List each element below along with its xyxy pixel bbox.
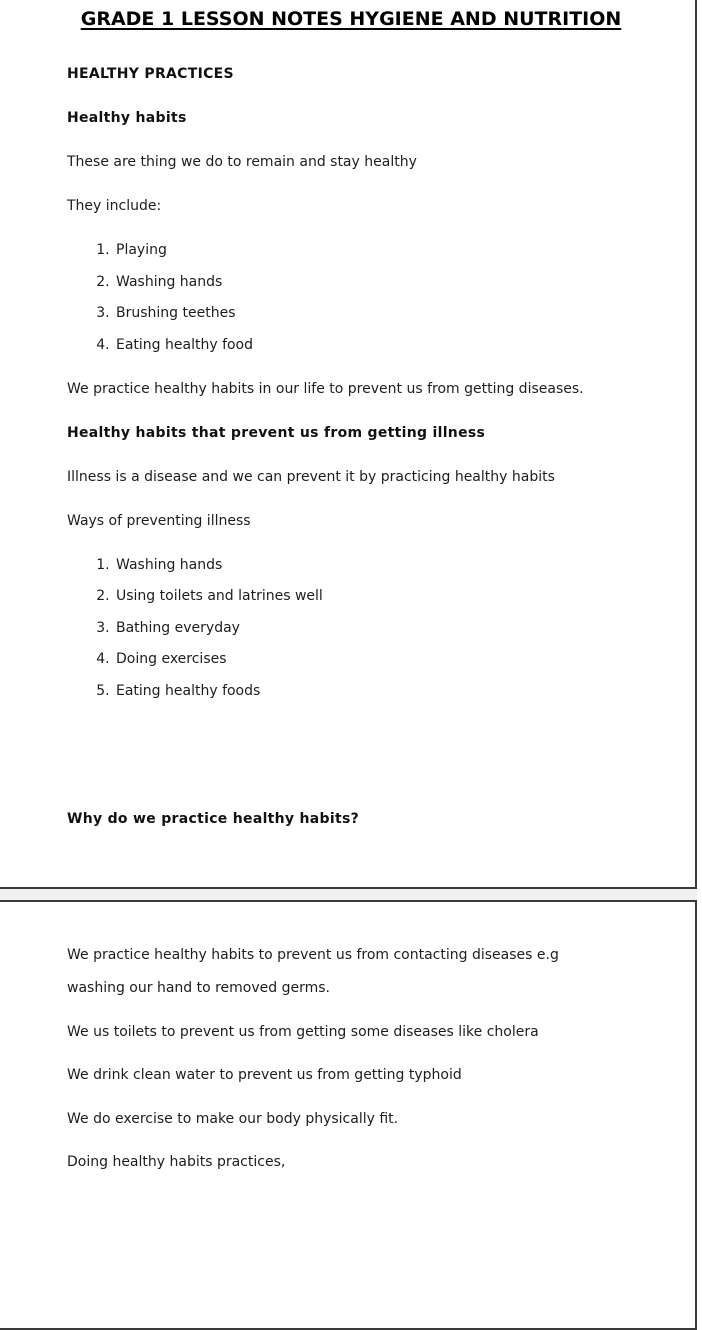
- paragraph-illness: Illness is a disease and we can prevent it by practicing healthy habits: [67, 468, 555, 485]
- list-item: 4. Doing exercises: [114, 649, 635, 669]
- document-page-2: [0, 900, 697, 1330]
- page-gap: [0, 889, 697, 900]
- paragraph-line: We practice healthy habits to prevent us from contacting diseases e.g: [67, 947, 559, 963]
- paragraph-clean-water: We drink clean water to prevent us from getting typhoid: [67, 1067, 462, 1083]
- paragraph-exercise: We do exercise to make our body physically fit.: [67, 1110, 399, 1127]
- document-title-text: GRADE 1 LESSON NOTES HYGIENE AND NUTRITION: [80, 8, 622, 30]
- healthy-habits-list: [67, 240, 635, 355]
- paragraph-toilets: We us toilets to prevent us from getting some diseases like cholera: [67, 1023, 539, 1040]
- list-item: 4. Eating healthy food: [114, 335, 635, 355]
- list-item: 2. Washing hands: [114, 272, 635, 292]
- list-item: 3. Brushing teethes: [114, 303, 635, 323]
- paragraph-why-answer: [67, 939, 635, 1005]
- heading-prevent-illness: Healthy habits that prevent us from getting illness: [67, 424, 486, 441]
- heading-healthy-practices: HEALTHY PRACTICES: [67, 66, 234, 82]
- heading-why-practice: Why do we practice healthy habits?: [67, 810, 360, 827]
- heading-healthy-habits: Healthy habits: [67, 110, 187, 126]
- list-item: 1. Playing: [114, 240, 635, 260]
- paragraph-practice: We practice healthy habits in our life to prevent us from getting diseases.: [67, 380, 584, 397]
- paragraph-ways: Ways of preventing illness: [67, 512, 251, 529]
- list-item: 1. Washing hands: [114, 555, 635, 575]
- paragraph-definition: These are thing we do to remain and stay healthy: [67, 154, 417, 170]
- list-item: 3. Bathing everyday: [114, 618, 635, 638]
- list-item: 2. Using toilets and latrines well: [114, 586, 635, 606]
- paragraph-doing-practices: Doing healthy habits practices,: [67, 1154, 286, 1170]
- list-item: 5. Eating healthy foods: [114, 681, 635, 701]
- paragraph-they-include: They include:: [67, 198, 162, 214]
- document-title: [67, 8, 635, 30]
- paragraph-line: washing our hand to removed germs.: [67, 980, 330, 996]
- prevent-illness-list: [67, 555, 635, 701]
